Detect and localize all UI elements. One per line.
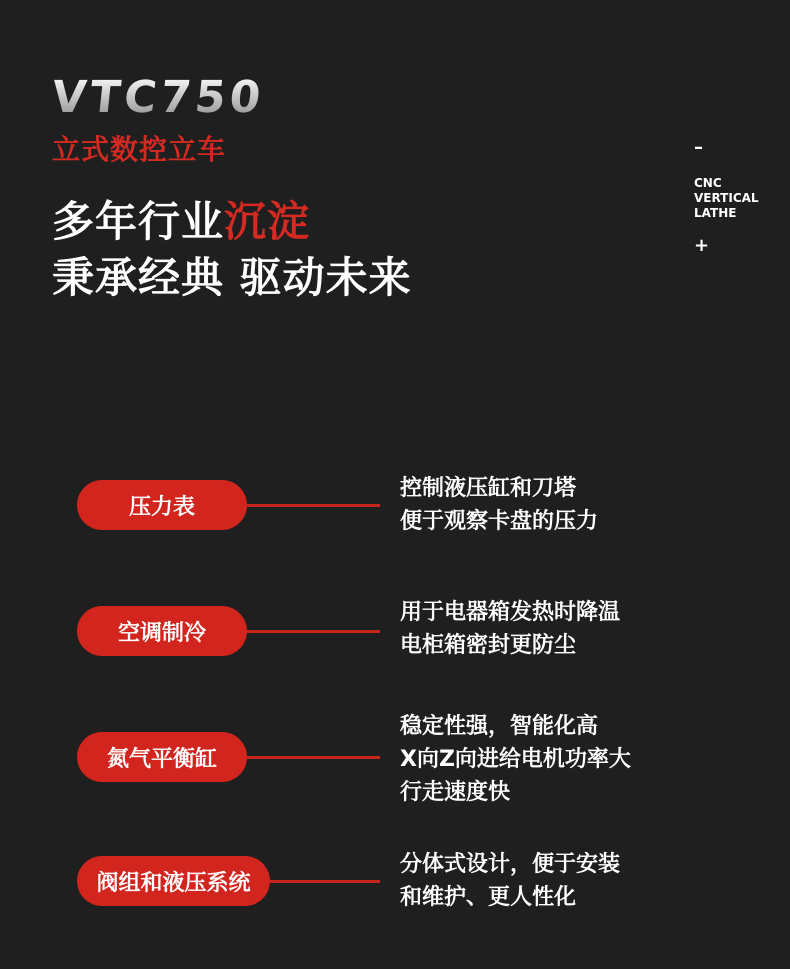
model-number: VTC750 [49,72,267,123]
feature-description-line: 和维护、更人性化 [400,885,577,910]
side-label-line: LATHE [694,206,737,220]
headline-line-1 [52,197,310,247]
feature-description-line: X向Z向进给电机功率大 [400,747,631,772]
connector-line [247,504,380,507]
feature-nitrogen-balance-cylinder [0,714,790,842]
feature-description-line: 分体式设计，便于安装 [400,852,621,877]
side-label-line: CNC [694,176,722,190]
headline-line-2: 秉承经典 驱动未来 [52,253,412,302]
feature-description-line: 电柜箱密封更防尘 [400,633,577,658]
side-label [694,176,759,221]
feature-description-line: 行走速度快 [400,780,511,805]
connector-line [270,880,380,883]
feature-label-pill: 氮气平衡缸 [77,732,247,782]
feature-description [400,710,631,809]
feature-label-pill: 空调制冷 [77,606,247,656]
feature-description-line: 控制液压缸和刀塔 [400,476,577,501]
connector-line [247,630,380,633]
side-label-line: VERTICAL [694,191,759,205]
connector-line [247,756,380,759]
side-plus-mark: + [694,235,710,256]
feature-label-pill: 压力表 [77,480,247,530]
feature-description-line: 用于电器箱发热时降温 [400,600,621,625]
feature-valve-hydraulic-system [0,846,790,966]
headline-line-1-white: 多年行业 [52,197,225,246]
feature-pressure-gauge [0,470,790,590]
feature-description-line: 便于观察卡盘的压力 [400,509,599,534]
headline-line-1-accent: 沉淀 [224,197,311,246]
feature-air-conditioning [0,596,790,716]
side-minus-mark: – [694,137,703,158]
feature-description [400,596,620,662]
feature-label-pill: 阀组和液压系统 [77,856,270,906]
feature-description [400,472,598,538]
feature-description-line: 稳定性强，智能化高 [400,714,599,739]
product-subtitle: 立式数控立车 [52,133,227,166]
feature-description [400,848,620,914]
